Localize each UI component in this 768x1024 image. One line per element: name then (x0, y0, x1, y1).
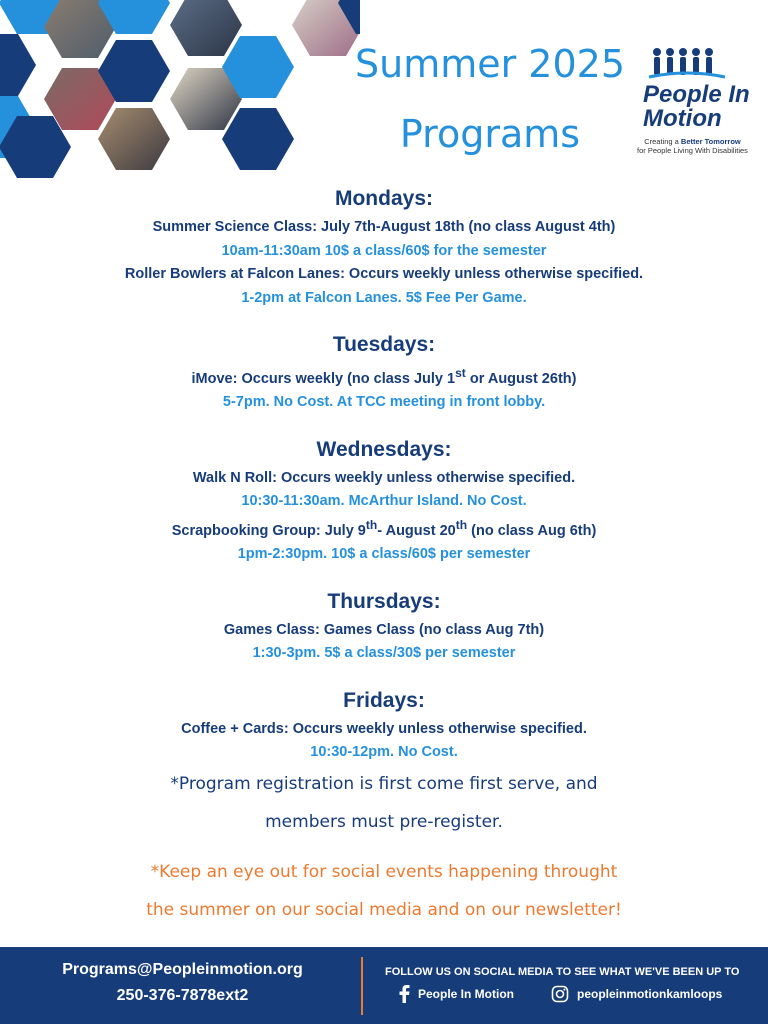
facebook-icon (398, 985, 410, 1003)
people-group-icon (647, 47, 727, 83)
phone-number[interactable]: 250-376-7878ext2 (116, 987, 249, 1004)
social-events-note: *Keep an eye out for social events happening throught the summer on our social media and on our newsletter! (146, 862, 622, 920)
program-details: 10:30-12pm. No Cost. (310, 744, 458, 761)
footer-divider (361, 957, 363, 1015)
people-in-motion-logo (625, 45, 760, 160)
follow-us-text: FOLLOW US ON SOCIAL MEDIA TO SEE WHAT WE'VE BEEN UP TO (385, 966, 740, 978)
program-title: Scrapbooking Group: July 9th- August 20th (no class Aug 6th) (171, 517, 597, 539)
program-details: 1:30-3pm. 5$ a class/30$ per semester (252, 645, 516, 662)
program-details: 1-2pm at Falcon Lanes. 5$ Fee Per Game. (241, 289, 527, 306)
logo-wordmark: People In Motion (643, 81, 750, 132)
hexagon-navy (222, 108, 294, 170)
program-title: Coffee + Cards: Occurs weekly unless otherwise specified. (181, 720, 587, 737)
day-heading: Thursdays: (327, 589, 441, 613)
contact-info (30, 957, 335, 1009)
facebook-link[interactable] (398, 985, 514, 1003)
day-tuesday (0, 332, 768, 415)
page-title-line2: Programs (399, 112, 581, 156)
footer-bar (0, 947, 768, 1024)
page-title-line1: Summer 2025 (354, 42, 626, 86)
email-link[interactable]: Programs@Peopleinmotion.org (62, 961, 303, 978)
instagram-link[interactable] (551, 985, 722, 1003)
program-details: 10am-11:30am 10$ a class/60$ for the semester (221, 242, 547, 259)
day-heading: Tuesdays: (332, 333, 436, 356)
instagram-icon (551, 985, 569, 1003)
program-title: Walk N Roll: Occurs weekly unless otherwise specified. (192, 469, 576, 486)
hexagon-photo (98, 108, 170, 170)
facebook-label: People In Motion (418, 987, 514, 1001)
day-wednesday (0, 437, 768, 567)
day-monday (0, 186, 768, 310)
hexagon-photo-banner (0, 0, 360, 180)
instagram-label: peopleinmotionkamloops (577, 987, 723, 1001)
hexagon-photo (170, 0, 242, 56)
hexagon-navy (0, 34, 36, 96)
program-details: 10:30-11:30am. McArthur Island. No Cost. (241, 493, 527, 510)
program-title: Roller Bowlers at Falcon Lanes: Occurs weekly unless otherwise specified. (124, 266, 644, 282)
program-title: Games Class: Games Class (no class Aug 7th) (223, 621, 545, 638)
registration-note: *Program registration is first come first serve, and members must pre-register. (170, 774, 598, 832)
program-details: 5-7pm. No Cost. At TCC meeting in front lobby. (222, 394, 546, 411)
day-heading: Wednesdays: (316, 437, 452, 461)
day-thursday (0, 589, 768, 666)
program-title: Summer Science Class: July 7th-August 18th (no class August 4th) (152, 219, 616, 235)
program-title: iMove: Occurs weekly (no class July 1st or August 26th) (191, 366, 577, 387)
day-heading: Mondays: (334, 187, 433, 210)
day-heading: Fridays: (343, 688, 425, 712)
program-schedule (0, 186, 768, 787)
logo-tagline: Creating a Better Tomorrow for People Living With Disabilities (637, 137, 748, 155)
program-details: 1pm-2:30pm. 10$ a class/60$ per semester (237, 546, 531, 563)
day-friday (0, 688, 768, 765)
